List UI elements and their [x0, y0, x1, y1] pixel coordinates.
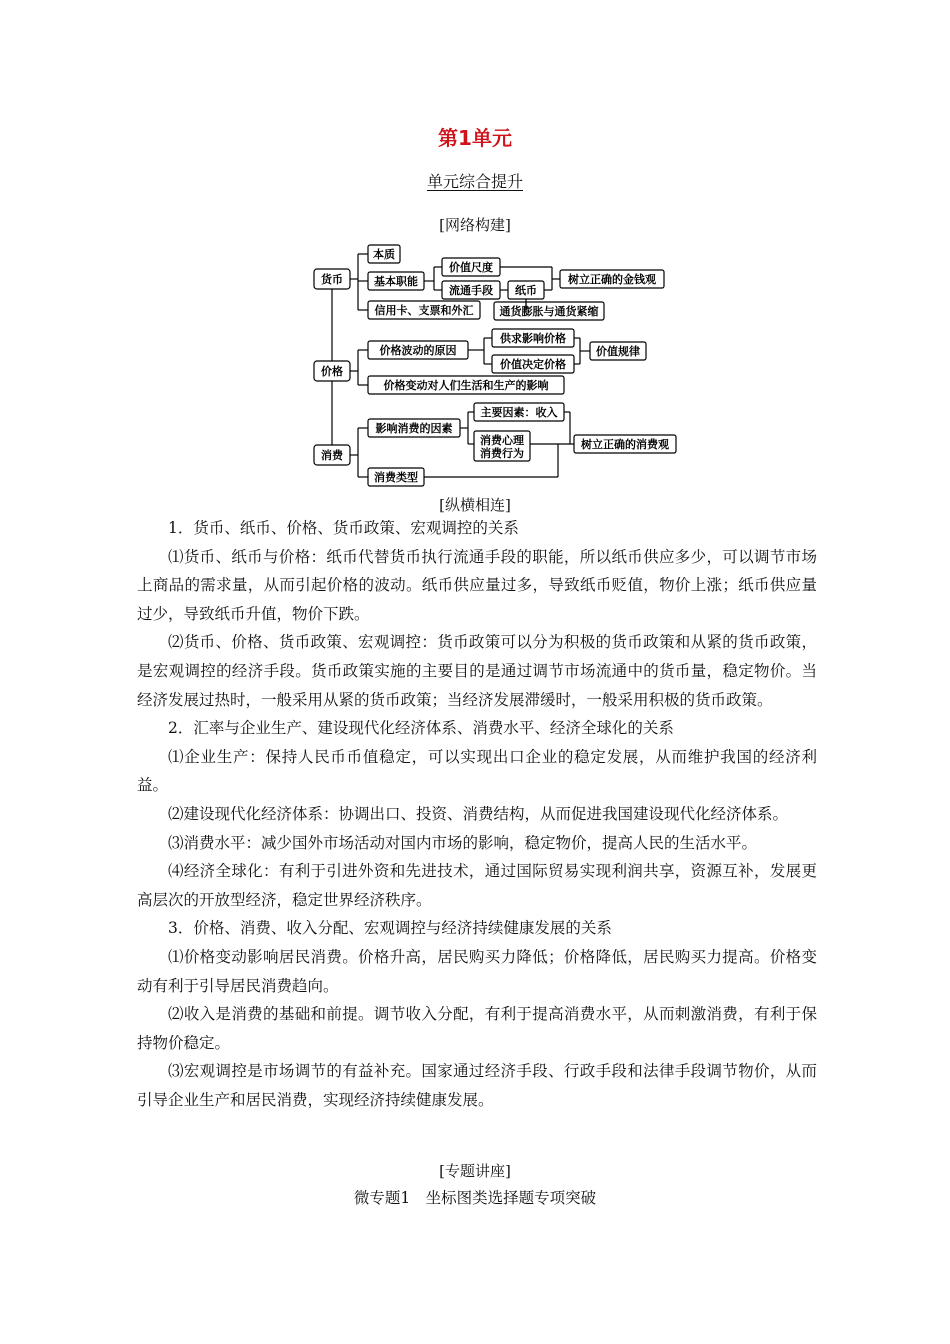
node-essence: 本质 — [373, 248, 395, 261]
paragraph-3: ⑵货币、价格、货币政策、宏观调控：货币政策可以分为积极的货币政策和从紧的货币政策，是宏观调控的经济手段。货币政策实施的主要目的是通过调节市场流通中的货币量，稳定物价。当经济发展过热时，一般采用从紧的货币政策；当经济发展滞缓时，一般采用积极的货币政策。 — [137, 633, 817, 709]
paragraph-10: ⑴价格变动影响居民消费。价格升高，居民购买力降低；价格降低，居民购买力提高。价格变动有利于引导居民消费趋向。 — [137, 947, 817, 995]
node-consume: 消费 — [321, 449, 343, 462]
node-basic-functions: 基本职能 — [374, 275, 418, 288]
paragraph-6: ⑵建设现代化经济体系：协调出口、投资、消费结构，从而促进我国建设现代化经济体系。 — [168, 804, 789, 823]
body-text — [137, 514, 817, 1114]
node-money: 货币 — [321, 273, 343, 286]
section-heading-lecture: [专题讲座] — [439, 1162, 511, 1180]
paragraph-5: ⑴企业生产：保持人民币币值稳定，可以实现出口企业的稳定发展，从而维护我国的经济利益。 — [137, 747, 817, 795]
node-value-measure: 价值尺度 — [449, 261, 493, 274]
paragraph-8: ⑷经济全球化：有利于引进外资和先进技术，通过国际贸易实现利润共享，资源互补，发展更高层次的开放型经济，稳定世界经济秩序。 — [137, 862, 817, 909]
paragraph-9: 3．价格、消费、收入分配、宏观调控与经济持续健康发展的关系 — [168, 919, 612, 938]
node-paper-money: 纸币 — [515, 284, 537, 297]
node-supply-demand: 供求影响价格 — [500, 332, 566, 345]
paragraph-1: 1．货币、纸币、价格、货币政策、宏观调控的关系 — [168, 519, 519, 537]
node-inflation: 通货膨胀与通货紧缩 — [499, 305, 599, 318]
paragraph-4: 2．汇率与企业生产、建设现代化经济体系、消费水平、经济全球化的关系 — [168, 719, 674, 738]
node-value-decides: 价值决定价格 — [500, 358, 566, 371]
node-consume-psychology: 消费心理 — [480, 434, 524, 447]
node-consume-behavior: 消费行为 — [480, 447, 524, 460]
concept-map-diagram — [308, 240, 678, 490]
node-law-of-value: 价值规律 — [596, 345, 640, 358]
paragraph-12: ⑶宏观调控是市场调节的有益补充。国家通过经济手段、行政手段和法律手段调节物价，从而引导企业生产和居民消费，实现经济持续健康发展。 — [137, 1062, 817, 1109]
node-price-impact: 价格变动对人们生活和生产的影响 — [383, 379, 549, 392]
node-fluctuation: 价格波动的原因 — [379, 344, 457, 357]
node-price: 价格 — [321, 365, 343, 378]
node-income: 主要因素：收入 — [480, 406, 558, 419]
page-subtitle: 单元综合提升 — [426, 172, 523, 191]
node-credit: 信用卡、支票和外汇 — [374, 304, 474, 317]
node-circulation: 流通手段 — [449, 284, 493, 297]
node-money-view: 树立正确的金钱观 — [568, 273, 656, 286]
node-consume-types: 消费类型 — [374, 471, 418, 484]
node-consume-view: 树立正确的消费观 — [581, 438, 669, 451]
topic-title: 微专题1 坐标图类选择题专项突破 — [353, 1189, 597, 1207]
section-heading-connect: [纵横相连] — [439, 496, 511, 514]
section-heading-network: [网络构建] — [439, 216, 511, 234]
node-consume-factors: 影响消费的因素 — [375, 422, 453, 435]
paragraph-2: ⑴货币、纸币与价格：纸币代替货币执行流通手段的职能，所以纸币供应多少，可以调节市场上商品的需求量，从而引起价格的波动。纸币供应量过多，导致纸币贬值，物价上涨；纸币供应量过少，导致纸币升值，物价下跌。 — [137, 547, 817, 623]
unit-title: 第1单元 — [438, 126, 512, 150]
paragraph-11: ⑵收入是消费的基础和前提。调节收入分配，有利于提高消费水平，从而刺激消费，有利于保持物价稳定。 — [137, 1005, 817, 1052]
paragraph-7: ⑶消费水平：减少国外市场活动对国内市场的影响，稳定物价，提高人民的生活水平。 — [168, 833, 758, 852]
